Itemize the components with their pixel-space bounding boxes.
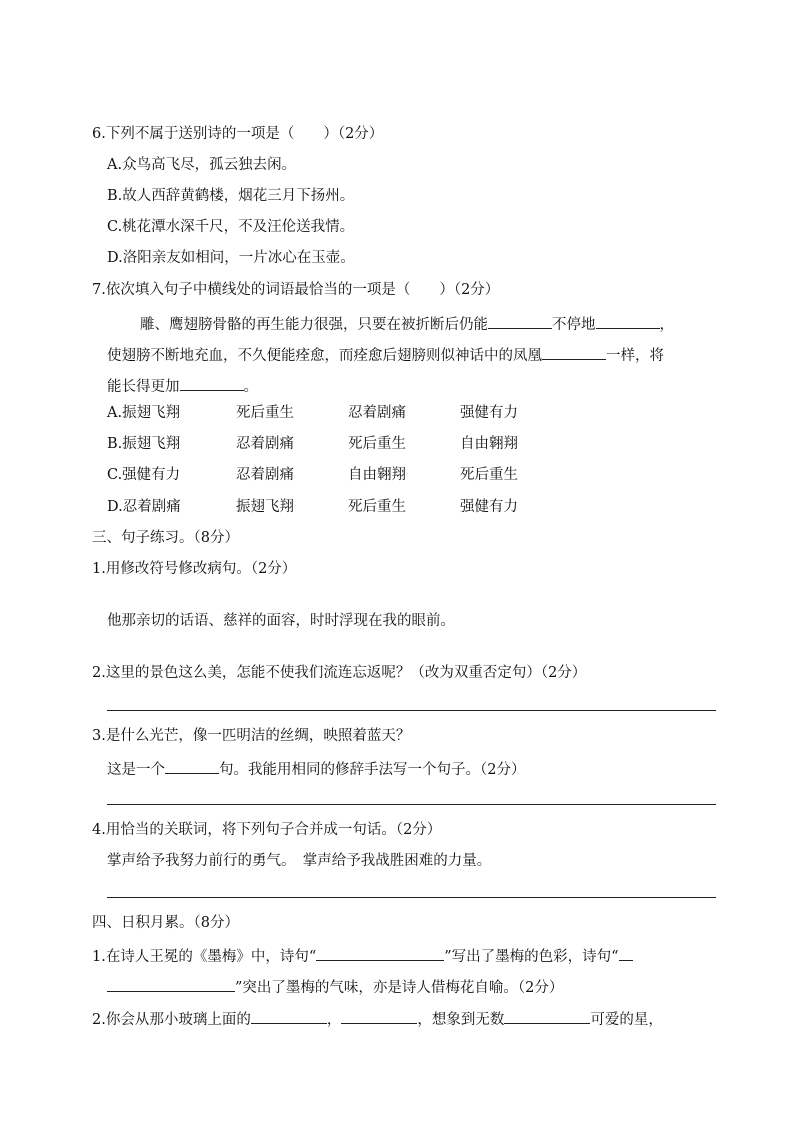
q-text: 2.你会从那小玻璃上面的 [92, 1012, 251, 1028]
s3-q4-stem: 4.用恰当的关联词，将下列句子合并成一句话。（2分） [92, 822, 442, 838]
fill-blank[interactable] [596, 312, 660, 329]
section-4-title: 四、日积月累。（8分） [92, 915, 239, 931]
option-label: C.强健有力 [107, 467, 181, 483]
s3-q1-stem: 1.用修改符号修改病句。（2分） [92, 561, 297, 577]
option-word: 死后重生 [348, 499, 406, 515]
fill-blank[interactable] [316, 944, 444, 961]
s4-q1-line-1 [92, 944, 633, 967]
option-word: 忍着剧痛 [236, 436, 294, 452]
q-text: 可爱的星， [590, 1012, 663, 1028]
passage-text: 一样，将 [606, 348, 664, 364]
q6-option-c: C.桃花潭水深千尺，不及汪伦送我情。 [107, 219, 355, 235]
q7-stem: 7.依次填入句子中横线处的词语最恰当的一项是（ ）（2分） [92, 282, 500, 298]
option-word: 死后重生 [460, 467, 518, 483]
q6-stem: 6.下列不属于送别诗的一项是（ ）（2分） [92, 126, 384, 142]
q7-passage-line-1 [140, 312, 674, 335]
fill-blank[interactable] [542, 343, 606, 360]
option-word: 强健有力 [460, 499, 518, 515]
q-text: ”突出了墨梅的气味，亦是诗人借梅花自喻。（2分） [235, 980, 564, 996]
s3-q4-sentences: 掌声给予我努力前行的勇气。 掌声给予我战胜困难的力量。 [107, 853, 492, 869]
q7-passage-line-3 [107, 374, 258, 397]
q-text: 1.在诗人王冕的《墨梅》中，诗句“ [92, 949, 317, 965]
option-label: A.振翅飞翔 [107, 405, 181, 421]
option-word: 强健有力 [460, 405, 518, 421]
s3-q1-sentence: 他那亲切的话语、慈祥的面容，时时浮现在我的眼前。 [107, 613, 455, 629]
option-word: 忍着剧痛 [348, 405, 406, 421]
q7-passage-line-2 [107, 343, 664, 366]
s3-q2-stem: 2.这里的景色这么美，怎能不使我们流连忘返呢？（改为双重否定句）（2分） [92, 665, 587, 681]
fill-blank[interactable] [107, 975, 235, 992]
passage-text: 能长得更加 [107, 379, 180, 395]
q6-option-b: B.故人西辞黄鹤楼，烟花三月下扬州。 [107, 188, 355, 204]
section-3-title: 三、句子练习。（8分） [92, 530, 239, 546]
q3-text: 这是一个 [107, 762, 165, 778]
s3-q3-line-2 [107, 757, 525, 780]
fill-blank[interactable] [619, 944, 633, 961]
passage-text: ， [659, 317, 674, 333]
answer-line[interactable] [107, 710, 716, 711]
fill-blank[interactable] [165, 757, 219, 774]
fill-blank[interactable] [251, 1007, 327, 1024]
q-text: ”写出了墨梅的色彩，诗句“ [444, 949, 619, 965]
q-text: ， [326, 1012, 342, 1028]
option-word: 死后重生 [348, 436, 406, 452]
fill-blank[interactable] [180, 374, 244, 391]
answer-line[interactable] [107, 897, 716, 898]
q3-text: 句。我能用相同的修辞手法写一个句子。（2分） [219, 762, 526, 778]
option-word: 忍着剧痛 [236, 467, 294, 483]
option-label: B.振翅飞翔 [107, 436, 181, 452]
fill-blank[interactable] [341, 1007, 417, 1024]
q6-option-a: A.众鸟高飞尽，孤云独去闲。 [107, 157, 297, 173]
option-word: 死后重生 [236, 405, 294, 421]
passage-text: 不停地 [552, 317, 596, 333]
passage-text: 使翅膀不断地充血，不久便能痊愈，而痊愈后翅膀则似神话中的凤凰 [107, 348, 542, 364]
option-word: 自由翱翔 [460, 436, 518, 452]
q-text: ，想象到无数 [417, 1012, 505, 1028]
s4-q2-line-1 [92, 1007, 663, 1030]
s3-q3-stem: 3.是什么光芒，像一匹明洁的丝绸，映照着蓝天？ [92, 728, 411, 744]
option-label: D.忍着剧痛 [107, 499, 181, 515]
fill-blank[interactable] [504, 1007, 590, 1024]
answer-line[interactable] [107, 804, 716, 805]
fill-blank[interactable] [488, 312, 552, 329]
q6-option-d: D.洛阳亲友如相问，一片冰心在玉壶。 [107, 250, 355, 266]
option-word: 自由翱翔 [348, 467, 406, 483]
passage-text: 雕、鹰翅膀骨骼的再生能力很强，只要在被折断后仍能 [140, 317, 488, 333]
s4-q1-line-2 [107, 975, 563, 998]
passage-text: 。 [243, 379, 258, 395]
option-word: 振翅飞翔 [236, 499, 294, 515]
